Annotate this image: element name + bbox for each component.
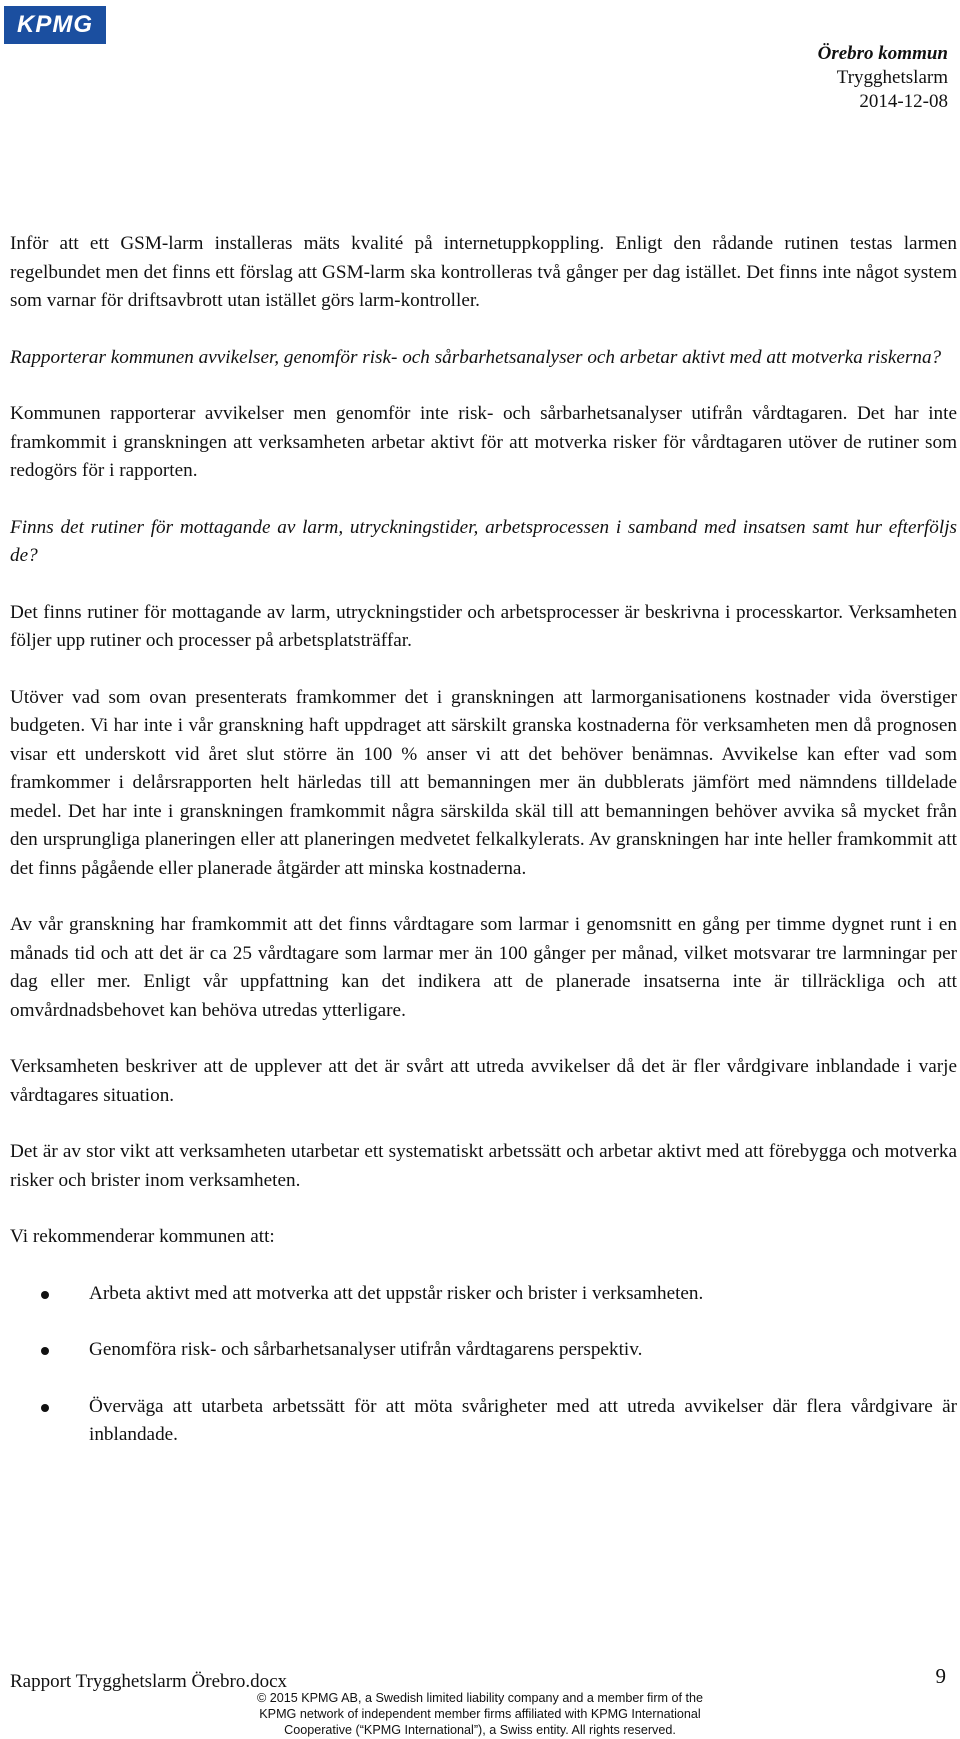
paragraph-costs: Utöver vad som ovan presenterats framkommer det i granskningen att larmorganisationens kostnader vida överstiger budgeten. Vi har inte i vår granskning haft uppdraget att särskilt granska kostnaderna för verksamheten men då prognosen visar ett underskott vid året slut större än 100 % anser vi att det behöver benämnas. Avvikelse kan efter vad som framkommer i delårsrapporten helt härledas till att bemanningen mer än dubblerats jämfört med nämndens tilldelade medel. Det har inte i granskningen framkommit några särskilda skäl till att bemanningen behöver avvika så mycket från den ursprungliga planeringen eller att planeringen medvetet felkalkylerats. Av granskningen har inte heller framkommit att det finns pågående eller planerade åtgärder att minska kostnaderna.	[10, 686, 957, 879]
footer-copyright	[200, 1690, 760, 1738]
document-body	[10, 230, 957, 1478]
bullet-icon	[41, 1347, 49, 1355]
document-header	[818, 42, 948, 114]
list-item-text: Överväga att utarbeta arbetssätt för att möta svårigheter med att utreda avvikelser där flera vårdgivare är inblandade.	[89, 1395, 957, 1445]
paragraph-systematic-work: Det är av stor vikt att verksamheten utarbetar ett systematiskt arbetssätt och arbetar aktivt med att förebygga och motverka risker och brister inom verksamheten.	[10, 1141, 957, 1191]
question-routines: Finns det rutiner för mottagande av larm, utryckningstider, arbetsprocessen i samband med insatsen samt hur efterföljs de?	[10, 516, 957, 566]
paragraph-gsm: Inför att ett GSM-larm installeras mäts kvalité på internetuppkoppling. Enligt den rådande rutinen testas larmen regelbundet men det finns ett förslag att GSM-larm ska kontrolleras två gånger per dag istället. Det finns inte något system som varnar för driftsavbrott utan istället görs larm-kontroller.	[10, 233, 957, 311]
paragraph-alarm-frequency: Av vår granskning har framkommit att det finns vårdtagare som larmar i genomsnitt en gång per timme dygnet runt i en månads tid och att det är ca 25 vårdtagare som larmar mer än 100 gånger per månad, vilket motsvarar tre larmningar per dag eller mer. Enligt vår uppfattning kan det indikera att de planerade insatserna inte är tillräckliga och att omvårdnadsbehovet kan behöva utredas ytterligare.	[10, 914, 957, 1021]
list-item	[10, 1280, 957, 1309]
list-item	[10, 1336, 957, 1365]
page-number: 9	[935, 1664, 946, 1688]
list-item	[10, 1393, 957, 1450]
paragraph-care-providers: Verksamheten beskriver att de upplever att det är svårt att utreda avvikelser då det är fler vårdgivare inblandade i varje vårdtagares situation.	[10, 1056, 957, 1106]
paragraph-recommendations-intro: Vi rekommenderar kommunen att:	[10, 1226, 275, 1247]
header-subject: Trygghetslarm	[836, 67, 948, 88]
header-organization: Örebro kommun	[817, 43, 948, 64]
logo-text: KPMG	[17, 11, 93, 38]
kpmg-logo	[4, 6, 106, 44]
paragraph-routines: Det finns rutiner för mottagande av larm, utryckningstider och arbetsprocesser är beskrivna i processkartor. Verksamheten följer upp rutiner och processer på arbetsplatsträffar.	[10, 601, 957, 651]
question-risk-analysis: Rapporterar kommunen avvikelser, genomför risk- och sårbarhetsanalyser och arbetar aktivt med att motverka riskerna?	[10, 346, 942, 368]
list-item-text: Genomföra risk- och sårbarhetsanalyser utifrån vårdtagarens perspektiv.	[89, 1339, 643, 1360]
bullet-icon	[41, 1291, 49, 1299]
copyright-line: © 2015 KPMG AB, a Swedish limited liability company and a member firm of the	[256, 1691, 704, 1705]
copyright-line: Cooperative (“KPMG International”), a Swiss entity. All rights reserved.	[284, 1723, 676, 1737]
bullet-icon	[41, 1404, 49, 1412]
paragraph-deviations: Kommunen rapporterar avvikelser men genomför inte risk- och sårbarhetsanalyser utifrån vårdtagaren. Det har inte framkommit i granskningen att verksamheten arbetar aktivt för att motverka risker för vårdtagaren utöver de rutiner som redogörs för i rapporten.	[10, 403, 957, 481]
footer-document-name: Rapport Trygghetslarm Örebro.docx	[10, 1671, 288, 1692]
header-date: 2014-12-08	[859, 91, 948, 112]
list-item-text: Arbeta aktivt med att motverka att det uppstår risker och brister i verksamheten.	[89, 1282, 704, 1304]
recommendation-list	[10, 1280, 957, 1450]
copyright-line: KPMG network of independent member firms affiliated with KPMG International	[259, 1707, 701, 1721]
